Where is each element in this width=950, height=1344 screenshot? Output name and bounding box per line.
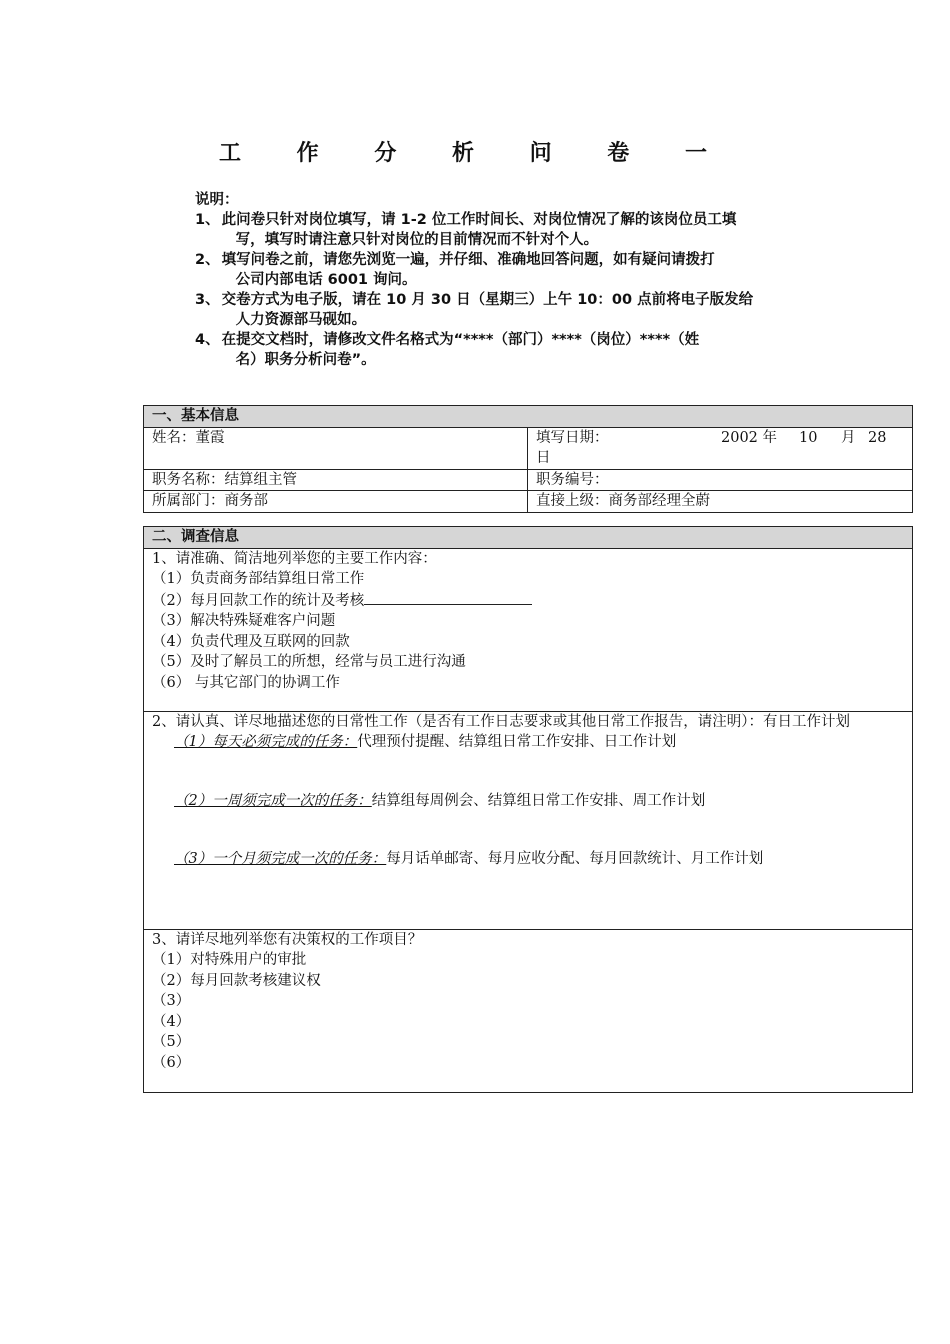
- weekly-task-label: （2）一周须完成一次的任务：: [174, 792, 372, 809]
- instruction-line: 公司内部电话 6001 询问。: [235, 272, 417, 288]
- instruction-number: 4、: [195, 332, 220, 348]
- question-2: 2、请认真、详尽地描述您的日常性工作（是否有工作日志要求或其他日常工作报告，请注明）：有日工作计划: [152, 713, 850, 730]
- instructions: [195, 190, 835, 370]
- answer-item: （4）负责代理及互联网的回款: [152, 633, 350, 650]
- answer-item: （6） 与其它部门的协调工作: [152, 674, 340, 691]
- department-field[interactable]: 所属部门：商务部: [144, 491, 528, 513]
- instruction-line: 人力资源部马砚如。: [235, 312, 367, 328]
- weekly-task-text: 结算组每周例会、结算组日常工作安排、周工作计划: [371, 792, 706, 809]
- instruction-item: [195, 290, 835, 330]
- superior-field[interactable]: 直接上级：商务部经理全蔚: [528, 491, 913, 513]
- instruction-number: 3、: [195, 292, 220, 308]
- answer-item: （6）: [152, 1054, 191, 1071]
- question-3: 3、请详尽地列举您有决策权的工作项目？: [152, 931, 423, 948]
- answer-item: （5）: [152, 1034, 191, 1050]
- fill-date-field[interactable]: [528, 427, 913, 469]
- job-title-field[interactable]: 职务名称：结算组主管: [144, 469, 528, 491]
- fill-date-year: 2002 年: [721, 429, 778, 446]
- answer-item: （3）解决特殊疑难客户问题: [152, 613, 336, 629]
- monthly-task-text: 每月话单邮寄、每月应收分配、每月回款统计、月工作计划: [386, 851, 764, 867]
- question-3-cell[interactable]: [144, 929, 913, 1092]
- question-2-cell[interactable]: [144, 711, 913, 929]
- answer-item: （2）每月回款考核建议权: [152, 972, 321, 989]
- survey-info-table: [143, 526, 913, 1093]
- instruction-line: 写，填写时请注意只针对岗位的目前情况而不针对个人。: [235, 232, 599, 248]
- fill-date-day: 28: [868, 429, 887, 446]
- instruction-line: 交卷方式为电子版，请在 10 月 30 日（星期三）上午 10：00 点前将电子版发给: [221, 292, 754, 308]
- section-title-survey: 二、调查信息: [144, 527, 913, 549]
- answer-item: （5）及时了解员工的所想，经常与员工进行沟通: [152, 654, 466, 670]
- name-field[interactable]: 姓名：董霞: [144, 427, 528, 469]
- monthly-task: [174, 849, 912, 870]
- fill-date-month-unit: 月: [841, 429, 856, 446]
- fill-date-label: 填写日期：: [536, 429, 609, 446]
- instruction-number: 1、: [195, 212, 220, 228]
- fill-date-day-unit: 日: [536, 450, 551, 466]
- daily-task-label: （1）每天必须完成的任务：: [174, 734, 358, 750]
- daily-task-text: 代理预付提醒、结算组日常工作安排、日工作计划: [357, 734, 677, 750]
- instruction-line: 名）职务分析问卷”。: [235, 352, 376, 368]
- instruction-item: [195, 210, 835, 250]
- section-title-basic: 一、基本信息: [144, 406, 913, 428]
- instruction-line: 填写问卷之前，请您先浏览一遍，并仔细、准确地回答问题，如有疑问请拨打: [221, 252, 715, 268]
- page-title: 工 作 分 析 问 卷 一: [219, 141, 731, 166]
- question-1-cell[interactable]: [144, 548, 913, 711]
- instruction-item: [195, 330, 835, 370]
- answer-item: （1）对特殊用户的审批: [152, 952, 307, 968]
- instructions-heading: 说明：: [195, 192, 239, 208]
- instruction-line: 在提交文档时，请修改文件名格式为“****（部门）****（岗位）****（姓: [221, 332, 700, 348]
- answer-item: （1）负责商务部结算组日常工作: [152, 571, 365, 587]
- instruction-number: 2、: [195, 252, 220, 268]
- answer-item: （4）: [152, 1013, 191, 1030]
- answer-item: （2）每月回款工作的统计及考核: [152, 590, 912, 612]
- fill-date-month: 10: [799, 429, 818, 446]
- daily-task: [174, 732, 912, 753]
- underline-blank: [364, 590, 532, 605]
- monthly-task-label: （3）一个月须完成一次的任务：: [174, 851, 387, 867]
- weekly-task: [174, 791, 912, 812]
- question-1: 1、请准确、简洁地列举您的主要工作内容：: [152, 550, 437, 567]
- instruction-line: 此问卷只针对岗位填写，请 1-2 位工作时间长、对岗位情况了解的该岗位员工填: [221, 212, 737, 228]
- instruction-item: [195, 250, 835, 290]
- job-number-field[interactable]: 职务编号：: [528, 469, 913, 491]
- answer-item: （3）: [152, 993, 191, 1009]
- basic-info-table: [143, 405, 913, 513]
